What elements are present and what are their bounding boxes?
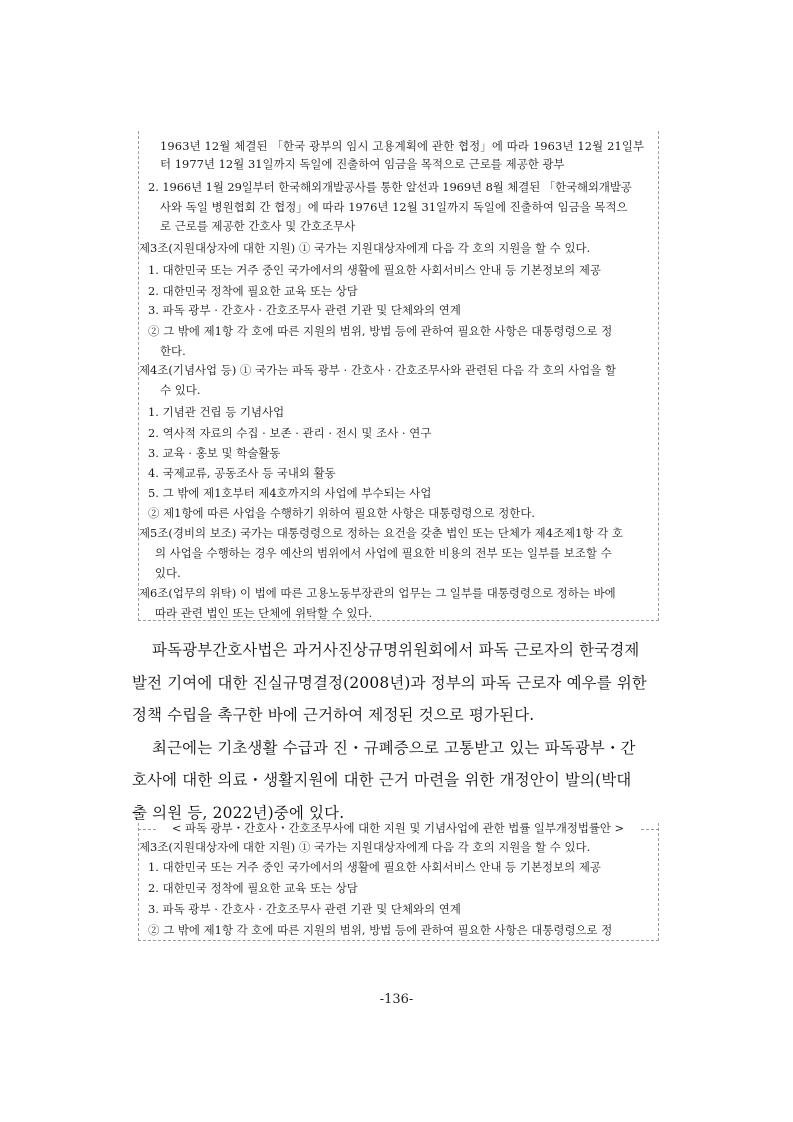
law-line: 제5조(경비의 보조) 국가는 대통령령으로 정하는 요건을 갖춘 법인 또는 단체가 제4조제1항 각 호 xyxy=(139,526,623,540)
body-paragraph-line: 출 의원 등, 2022년)중에 있다. xyxy=(132,804,345,822)
law-line: 있다. xyxy=(155,566,181,580)
law-line: 1. 대한민국 또는 거주 중인 국가에서의 생활에 필요한 사회서비스 안내 등 기본정보의 제공 xyxy=(148,263,601,277)
law-line: 2. 대한민국 정착에 필요한 교육 또는 상담 xyxy=(148,284,358,298)
law-line: 수 있다. xyxy=(160,383,201,397)
law-line: 의 사업을 수행하는 경우 예산의 범위에서 사업에 필요한 비용의 전부 또는 일부를 보조할 수 xyxy=(155,546,612,560)
law-line: 한다. xyxy=(160,344,186,358)
body-paragraph-line: 정책 수립을 촉구한 바에 근거하여 제정된 것으로 평가된다. xyxy=(132,706,535,724)
law-line: ② 제1항에 따른 사업을 수행하기 위하여 필요한 사항은 대통령령으로 정한다. xyxy=(148,506,536,520)
law-line: 제6조(업무의 위탁) 이 법에 따른 고용노동부장관의 업무는 그 일부를 대통령령으로 정하는 바에 xyxy=(139,586,616,600)
law-line: 사와 독일 병원협회 간 협정」에 따라 1976년 12월 31일까지 독일에 진출하여 임금을 목적으 xyxy=(160,200,628,214)
law-line: 2. 1966년 1월 29일부터 한국해외개발공사를 통한 알선과 1969년 8월 체결된 「한국해외개발공 xyxy=(148,180,632,194)
amendment-line: ② 그 밖에 제1항 각 호에 따른 지원의 범위, 방법 등에 관하여 필요한 사항은 대통령령으로 정 xyxy=(148,923,613,937)
amendment-title: < 파독 광부・간호사・간호조무사에 대한 지원 및 기념사업에 관한 법률 일부개정법률안 > xyxy=(171,821,625,835)
law-line: 2. 역사적 자료의 수집 · 보존 · 관리 · 전시 및 조사 · 연구 xyxy=(148,426,432,440)
page-number: -136- xyxy=(379,992,414,1007)
amendment-line: 1. 대한민국 또는 거주 중인 국가에서의 생활에 필요한 사회서비스 안내 등 기본정보의 제공 xyxy=(148,860,601,874)
divider xyxy=(641,829,659,830)
law-line: 3. 파독 광부 · 간호사 · 간호조무사 관련 기관 및 단체와의 연계 xyxy=(148,303,461,317)
law-line: 1963년 12월 체결된 「한국 광부의 임시 고용계획에 관한 협정」에 따라 1963년 12월 21일부 xyxy=(160,139,645,153)
divider xyxy=(138,829,156,830)
law-line: 1. 기념관 건립 등 기념사업 xyxy=(148,405,285,419)
law-line: 4. 국제교류, 공동조사 등 국내외 활동 xyxy=(148,466,336,480)
body-paragraph-line: 최근에는 기초생활 수급과 진・규폐증으로 고통받고 있는 파독광부・간 xyxy=(152,739,636,757)
law-line: 따라 관련 법인 또는 단체에 위탁할 수 있다. xyxy=(155,606,373,620)
body-paragraph-line: 호사에 대한 의료・생활지원에 대한 근거 마련을 위한 개정안이 발의(박대 xyxy=(132,771,632,789)
law-line: ② 그 밖에 제1항 각 호에 따른 지원의 범위, 방법 등에 관하여 필요한 사항은 대통령령으로 정 xyxy=(148,324,613,338)
law-line: 제4조(기념사업 등) ① 국가는 파독 광부 · 간호사 · 간호조무사와 관련된 다음 각 호의 사업을 할 xyxy=(139,363,616,377)
body-paragraph-line: 발전 기여에 대한 진실규명결정(2008년)과 정부의 파독 근로자 예우를 위한 xyxy=(132,674,648,692)
amendment-line: 3. 파독 광부 · 간호사 · 간호조무사 관련 기관 및 단체와의 연계 xyxy=(148,902,461,916)
body-paragraph-line: 파독광부간호사법은 과거사진상규명위원회에서 파독 근로자의 한국경제 xyxy=(152,641,640,659)
law-line: 제3조(지원대상자에 대한 지원) ① 국가는 지원대상자에게 다음 각 호의 지원을 할 수 있다. xyxy=(139,241,591,255)
amendment-line: 2. 대한민국 정착에 필요한 교육 또는 상담 xyxy=(148,881,358,895)
amendment-line: 제3조(지원대상자에 대한 지원) ① 국가는 지원대상자에게 다음 각 호의 지원을 할 수 있다. xyxy=(139,840,591,854)
law-line: 터 1977년 12월 31일까지 독일에 진출하여 임금을 목적으로 근로를 제공한 광부 xyxy=(160,157,565,171)
law-line: 5. 그 밖에 제1호부터 제4호까지의 사업에 부수되는 사업 xyxy=(148,486,432,500)
law-line: 로 근로를 제공한 간호사 및 간호조무사 xyxy=(160,219,356,233)
law-line: 3. 교육 · 홍보 및 학술활동 xyxy=(148,446,281,460)
